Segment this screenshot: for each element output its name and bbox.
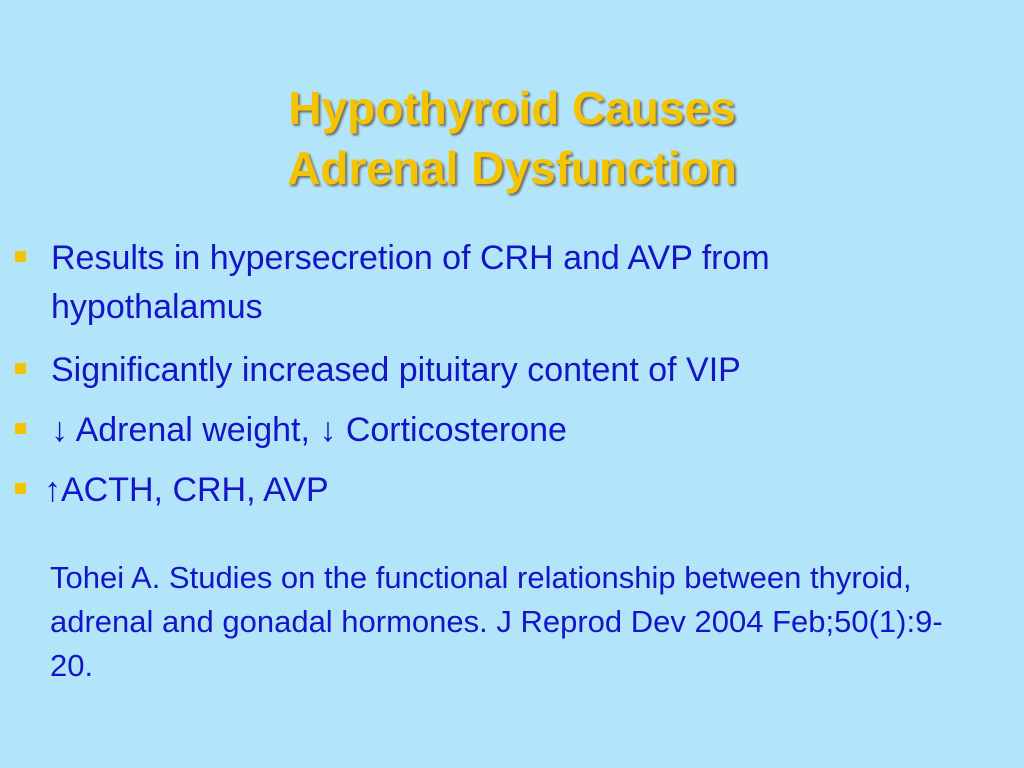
title-line-1: Hypothyroid Causes	[288, 82, 736, 134]
bullet-item-acth	[0, 466, 1024, 515]
bullet-text: Results in hypersecretion of CRH and AVP from hypothalamus	[51, 239, 770, 326]
bullet-text: Significantly increased pituitary content of VIP	[51, 351, 741, 389]
bullet-text: ↓ Adrenal weight, ↓ Corticosterone	[51, 411, 567, 449]
square-bullet-icon	[15, 251, 26, 262]
square-bullet-icon	[15, 423, 26, 434]
bullet-list	[0, 234, 1024, 515]
bullet-item-vip	[0, 346, 1024, 395]
bullet-text: ↑ACTH, CRH, AVP	[44, 471, 329, 509]
slide-title	[0, 78, 1024, 198]
square-bullet-icon	[15, 483, 26, 494]
bullet-item-hypersecretion	[0, 234, 1024, 332]
square-bullet-icon	[15, 363, 26, 374]
title-line-2: Adrenal Dysfunction	[287, 142, 737, 194]
bullet-item-adrenal-weight	[0, 406, 1024, 455]
citation-reference: Tohei A. Studies on the functional relationship between thyroid, adrenal and gonadal hormones. J Reprod Dev 2004 Feb;50(1):9-20.	[50, 560, 943, 683]
